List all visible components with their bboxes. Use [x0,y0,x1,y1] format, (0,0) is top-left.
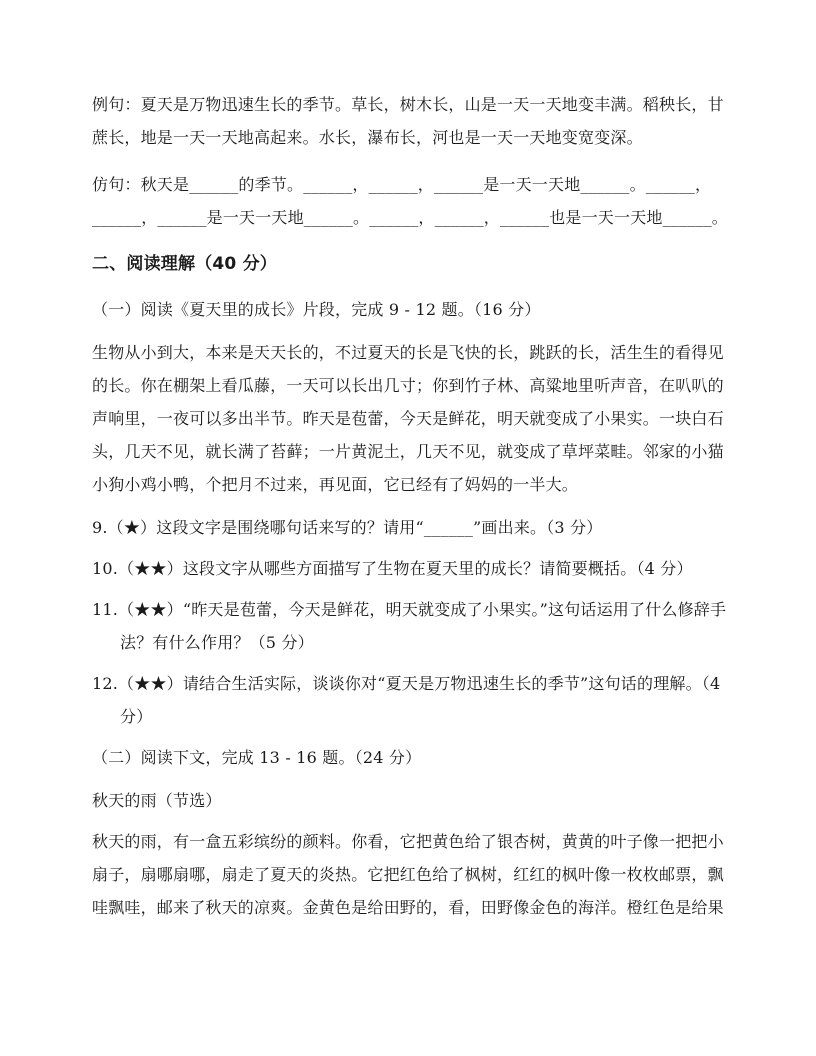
part2-heading: （二）阅读下文，完成 13 - 16 题。（24 分） [92,748,422,767]
part2-passage: 秋天的雨，有一盒五彩缤纷的颜料。你看，它把黄色给了银杏树，黄黄的叶子像一把把小扇子，扇哪扇哪，扇走了夏天的炎热。它把红色给了枫树，红红的枫叶像一枚枚邮票，飘哇飘哇，邮来了秋天的凉爽。金黄色是给田野的，看，田野像金色的海洋。橙红色是给果 [92,832,724,917]
question-10: 10.（★★）这段文字从哪些方面描写了生物在夏天里的成长？请简要概括。（4 分） [92,559,693,578]
part1-passage: 生物从小到大，本来是天天长的，不过夏天的长是飞快的长，跳跃的长，活生生的看得见的长。你在棚架上看瓜藤，一天可以长出几寸；你到竹子林、高粱地里听声音，在叭叭的声响里，一夜可以多出半节。昨天是苞蕾，今天是鲜花，明天就变成了小果实。一块白石头，几天不见，就长满了苔藓；一片黄泥土，几天不见，就变成了草坪菜畦。邻家的小猫小狗小鸡小鸭，个把月不过来，再见面，它已经有了妈妈的一半大。 [92,343,724,494]
part1-heading: （一）阅读《夏天里的成长》片段，完成 9 - 12 题。（16 分） [92,300,541,319]
section-title: 二、阅读理解（40 分） [92,254,277,274]
question-11: 11.（★★）“昨天是苞蕾，今天是鲜花，明天就变成了小果实。”这句话运用了什么修辞手法？有什么作用？（5 分） [92,600,727,652]
imitation-sentence: 仿句：秋天是______的季节。______，______，______是一天一天地______。______，______，______是一天一天地______。______，______，______也是一天一天地______。 [92,175,729,227]
document-page [92,88,732,934]
question-9: 9.（★）这段文字是围绕哪句话来写的？请用“______”画出来。（3 分） [92,518,603,537]
question-12: 12.（★★）请结合生活实际，谈谈你对“夏天是万物迅速生长的季节”这句话的理解。（4 分） [92,674,721,726]
example-sentence: 例句：夏天是万物迅速生长的季节。草长，树木长，山是一天一天地变丰满。稻秧长，甘蔗长，地是一天一天地高起来。水长，瀑布长，河也是一天一天地变宽变深。 [92,95,724,147]
passage-title: 秋天的雨（节选） [92,791,222,810]
